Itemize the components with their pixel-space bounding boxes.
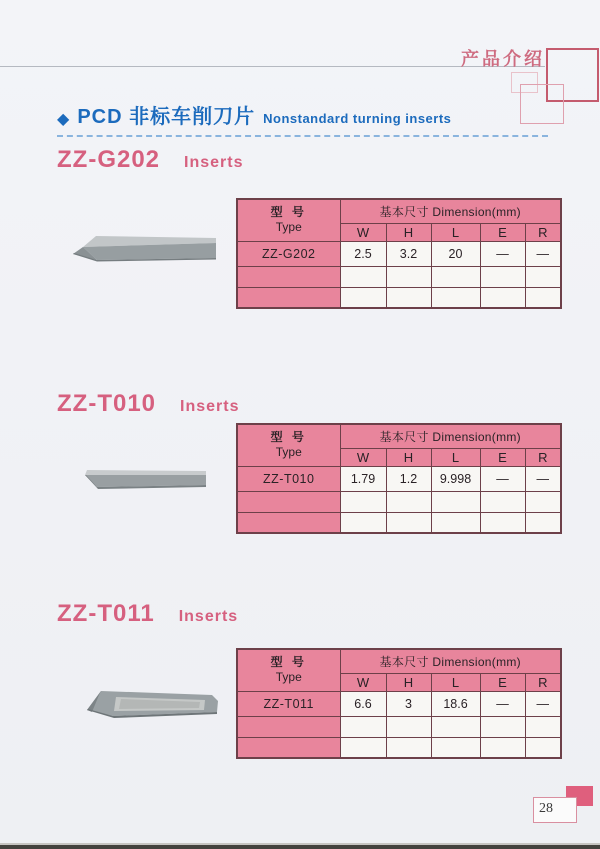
empty-cell (480, 266, 525, 287)
section-suffix-label: Inserts (184, 154, 244, 171)
insert-drawing-zz-g202 (66, 228, 222, 272)
empty-cell (237, 716, 340, 737)
empty-cell (431, 266, 480, 287)
empty-cell (525, 287, 561, 308)
value-cell-r: — (525, 691, 561, 716)
section-title-zz-g202 (57, 146, 244, 174)
col-header-w: W (340, 673, 386, 691)
col-header-w: W (340, 448, 386, 466)
empty-cell (386, 737, 431, 758)
value-cell-r: — (525, 241, 561, 266)
col-header-l: L (431, 223, 480, 241)
type-label-en: Type (275, 445, 302, 460)
empty-cell (340, 491, 386, 512)
empty-cell (237, 266, 340, 287)
dimension-header-cell: 基本尺寸 Dimension(mm) (340, 199, 561, 223)
empty-cell (237, 287, 340, 308)
empty-cell (525, 737, 561, 758)
col-header-e: E (480, 673, 525, 691)
value-cell-h: 1.2 (386, 466, 431, 491)
section-title-zz-t010 (57, 390, 239, 418)
type-header-cell (237, 424, 340, 466)
spec-table-zz-t010 (236, 423, 562, 534)
page-number: 28 (539, 801, 553, 816)
type-label-zh: 型 号 (270, 655, 307, 670)
empty-cell (340, 512, 386, 533)
empty-cell (386, 287, 431, 308)
model-cell: ZZ-T010 (237, 466, 340, 491)
empty-cell (386, 716, 431, 737)
col-header-r: R (525, 673, 561, 691)
col-header-w: W (340, 223, 386, 241)
spec-table-zz-t011 (236, 648, 562, 759)
empty-cell (386, 266, 431, 287)
empty-cell (340, 287, 386, 308)
dimension-header-cell: 基本尺寸 Dimension(mm) (340, 649, 561, 673)
category-heading (57, 100, 548, 137)
scan-edge-dark (0, 845, 600, 849)
model-cell: ZZ-G202 (237, 241, 340, 266)
section-suffix-label: Inserts (180, 398, 240, 415)
value-cell-e: — (480, 241, 525, 266)
empty-cell (431, 491, 480, 512)
col-header-r: R (525, 448, 561, 466)
type-label-zh: 型 号 (270, 205, 307, 220)
empty-cell (386, 512, 431, 533)
section-model-label: ZZ-T011 (57, 600, 155, 627)
empty-cell (431, 287, 480, 308)
empty-cell (237, 512, 340, 533)
empty-cell (480, 512, 525, 533)
value-cell-h: 3 (386, 691, 431, 716)
insert-drawing-zz-t011 (78, 682, 220, 730)
section-title-zz-t011 (57, 600, 238, 628)
empty-cell (237, 491, 340, 512)
value-cell-l: 9.998 (431, 466, 480, 491)
diamond-icon: ◆ (57, 111, 70, 128)
empty-cell (431, 716, 480, 737)
empty-cell (340, 737, 386, 758)
empty-cell (525, 266, 561, 287)
model-cell: ZZ-T011 (237, 691, 340, 716)
type-label-zh: 型 号 (270, 430, 307, 445)
empty-cell (525, 512, 561, 533)
dimension-header-cell: 基本尺寸 Dimension(mm) (340, 424, 561, 448)
section-model-label: ZZ-G202 (57, 146, 161, 173)
category-title-en: Nonstandard turning inserts (263, 111, 452, 126)
type-header-cell (237, 649, 340, 691)
col-header-h: H (386, 223, 431, 241)
empty-cell (237, 737, 340, 758)
section-model-label: ZZ-T010 (57, 390, 157, 417)
empty-cell (340, 266, 386, 287)
empty-cell (480, 716, 525, 737)
value-cell-l: 20 (431, 241, 480, 266)
empty-cell (525, 716, 561, 737)
col-header-h: H (386, 673, 431, 691)
section-suffix-label: Inserts (178, 608, 239, 625)
type-label-en: Type (275, 220, 302, 235)
value-cell-e: — (480, 466, 525, 491)
spec-table-zz-g202 (236, 198, 562, 309)
col-header-r: R (525, 223, 561, 241)
empty-cell (431, 512, 480, 533)
empty-cell (525, 491, 561, 512)
corner-tag-title: 产品介绍 (461, 49, 545, 69)
value-cell-h: 3.2 (386, 241, 431, 266)
page-number-box (533, 797, 577, 823)
col-header-e: E (480, 223, 525, 241)
empty-cell (340, 716, 386, 737)
empty-cell (431, 737, 480, 758)
category-title-zh: PCD 非标车削刀片 (77, 106, 256, 128)
value-cell-w: 6.6 (340, 691, 386, 716)
col-header-l: L (431, 448, 480, 466)
col-header-e: E (480, 448, 525, 466)
empty-cell (480, 737, 525, 758)
empty-cell (386, 491, 431, 512)
empty-cell (480, 491, 525, 512)
type-label-en: Type (275, 670, 302, 685)
col-header-h: H (386, 448, 431, 466)
type-header-cell (237, 199, 340, 241)
value-cell-e: — (480, 691, 525, 716)
value-cell-w: 2.5 (340, 241, 386, 266)
empty-cell (480, 287, 525, 308)
insert-drawing-zz-t010 (80, 464, 208, 494)
value-cell-r: — (525, 466, 561, 491)
value-cell-l: 18.6 (431, 691, 480, 716)
col-header-l: L (431, 673, 480, 691)
value-cell-w: 1.79 (340, 466, 386, 491)
